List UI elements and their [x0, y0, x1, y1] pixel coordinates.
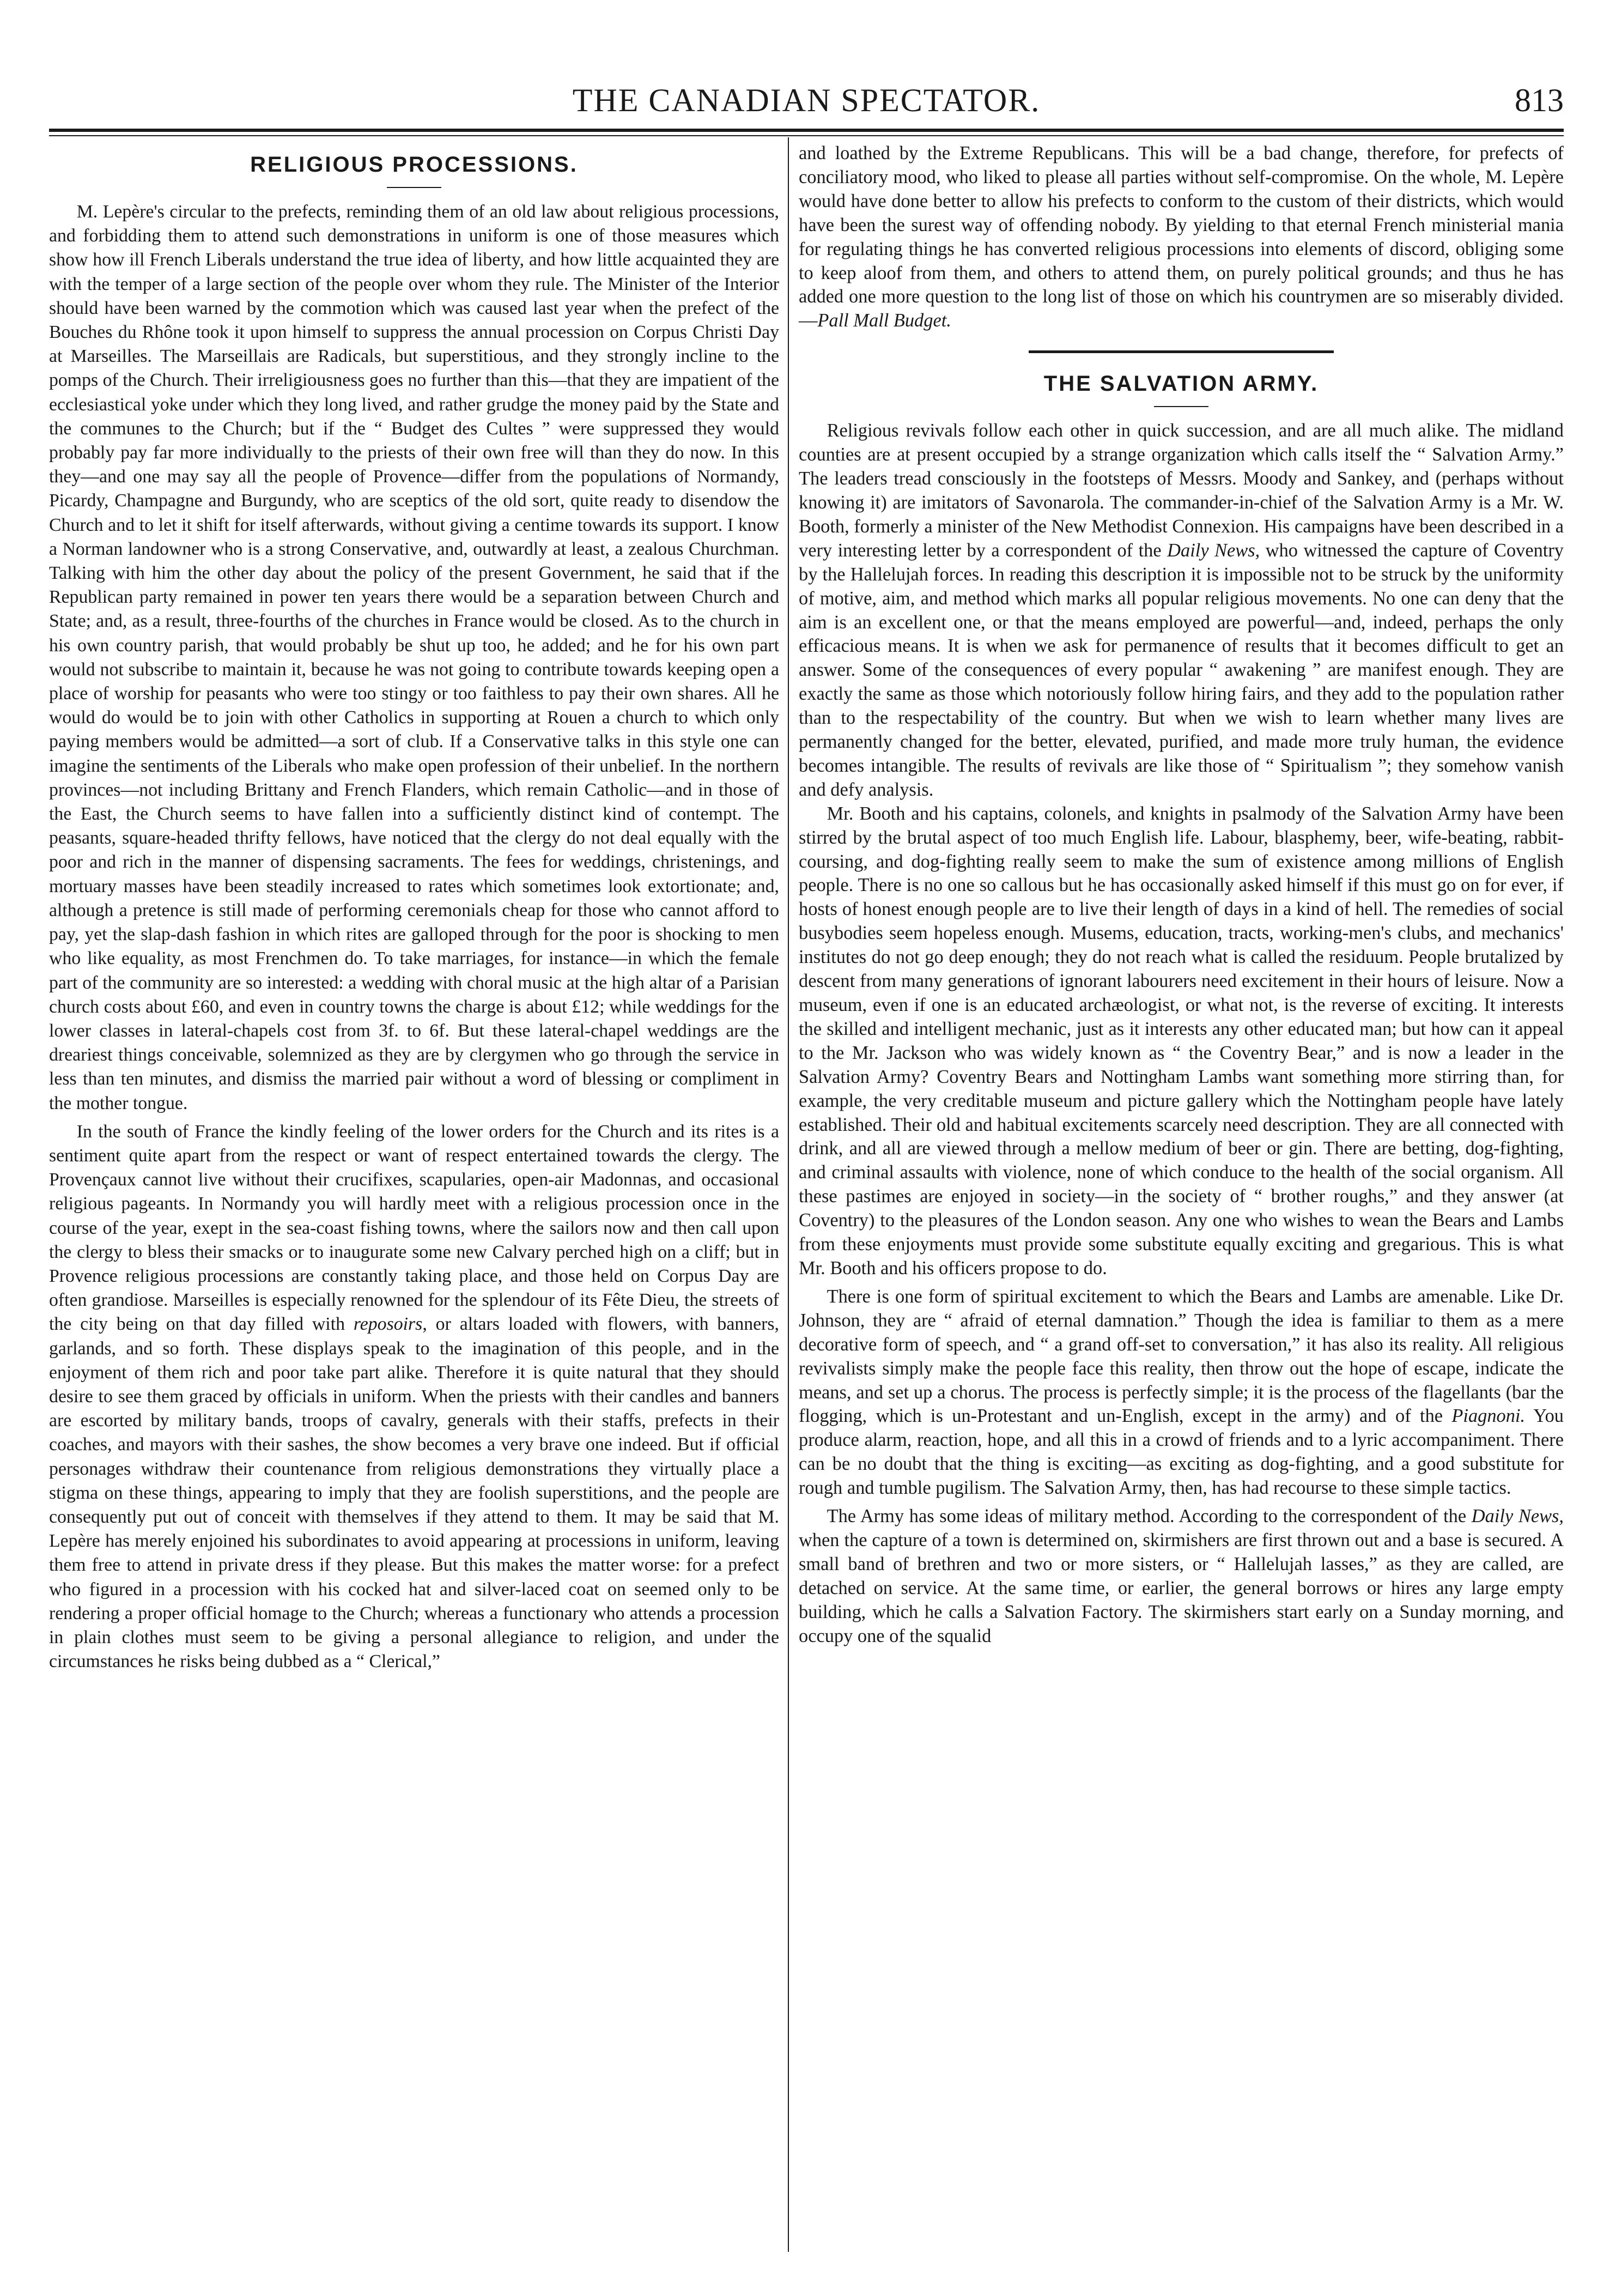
article-paragraph: Religious revivals follow each other in quick succession, and are all much alike. The midland counties are at present occupied by a strange organization which calls itself the “ Salvation Army.” The leaders tread consciously in the footsteps of Messrs. Moody and Sankey, and (perhaps without knowing it) are imitators of Savonarola. The commander-in-chief of the Salvation Army is a Mr. W. Booth, formerly a minister of the New Methodist Connexion. His campaigns have been described in a very interesting letter by a correspondent of the Daily News, who witnessed the capture of Coventry by the Hallelujah forces. In reading this description it is impossible not to be struck by the uniformity of motive, aim, and method which marks all popular religious movements. No one can deny that the aim is an excellent one, or that the means employed are powerful—and, indeed, perhaps the only efficacious means. It is when we ask for permanence of results that it becomes difficult to get an answer. Some of the consequences of every popular “ awakening ” are manifest enough. They are exactly the same as those which notoriously follow hiring fairs, and they add to the population rather than to the respectability of the country. But when we wish to learn whether many lives are permanently changed for the better, elevated, purified, and made more truly human, the evidence becomes intangible. The results of revivals are like those of “ Spiritualism ”; they somehow vanish and defy analysis.	[799, 420, 1564, 800]
italic-term: Piagnoni.	[1451, 1406, 1526, 1427]
right-column	[799, 142, 1564, 1648]
italic-title: Daily News,	[1471, 1506, 1564, 1527]
source-attribution: Pall Mall Budget.	[817, 310, 951, 331]
heading-rule	[1154, 406, 1208, 407]
section-divider-rule	[1029, 350, 1334, 353]
masthead	[49, 82, 1564, 125]
article-heading-religious-processions: RELIGIOUS PROCESSIONS.	[250, 153, 578, 177]
page-number: 813	[1515, 82, 1564, 118]
article-paragraph: There is one form of spiritual excitement to which the Bears and Lambs are amenable. Like Dr. Johnson, they are “ afraid of eternal damnation.” Though the idea is familiar to them as a mere decorative form of speech, and “ a grand off-set to conversation,” it has also its reality. All religious revivalists simply make the people face this reality, then throw out the hope of escape, indicate the means, and set up a chorus. The process is perfectly simple; it is the process of the flagellants (bar the flogging, which is un-Protestant and un-English, except in the army) and of the Piagnoni. You produce alarm, reaction, hope, and all this in a crowd of friends and to a lyric accompaniment. There can be no doubt that the thing is exciting—as exciting as dog-fighting, and a good substitute for rough and tumble pugilism. The Salvation Army, then, has had recourse to these simple tactics.	[799, 1286, 1564, 1499]
article-heading-salvation-army: THE SALVATION ARMY.	[1043, 372, 1319, 396]
italic-title: Daily News,	[1167, 540, 1260, 561]
heading-rule	[387, 187, 441, 188]
header-rule-thin	[49, 135, 1564, 136]
article-paragraph-continued: and loathed by the Extreme Republicans. This will be a bad change, therefore, for prefects of conciliatory mood, who liked to please all parties without self-compromise. On the whole, M. Lepère would have done better to allow his prefects to conform to the custom of their districts, which would have been the surest way of offending nobody. By yielding to that eternal French ministerial mania for regulating things he has converted religious processions into elements of discord, obliging some to keep aloof from them, and others to attend them, on purely political grounds; and thus he has added one more question to the long list of those on which his countrymen are so miserably divided.—Pall Mall Budget.	[799, 143, 1564, 331]
article-paragraph: Mr. Booth and his captains, colonels, and knights in psalmody of the Salvation Army have been stirred by the brutal aspect of too much English life. Labour, blasphemy, beer, wife-beating, rabbit-coursing, and dog-fighting really seem to make the sum of existence among millions of English people. There is no one so callous but he has occasionally asked himself if this must go on for ever, if hosts of honest enough people are to live their length of days in a kind of hell. The remedies of social busybodies seem hopeless enough. Musems, education, tracts, working-men's clubs, and mechanics' institutes do not go deep enough; they do not reach what is called the residuum. People brutalized by descent from many generations of ignorant labourers need excitement in their hours of leisure. Now a museum, even if one is an educated archæologist, or what not, is the reverse of exciting. It interests the skilled and intelligent mechanic, just as it interests any other educated man; but how can it appeal to the Mr. Jackson who was widely known as “ the Coventry Bear,” and is now a leader in the Salvation Army? Coventry Bears and Nottingham Lambs want something more stirring than, for example, the very creditable museum and picture gallery which the Nottingham people have lately established. Their old and habitual excitements scarcely need description. They are all connected with drink, and all are viewed through a mellow medium of beer or gin. There are betting, dog-fighting, and criminal assaults with violence, none of which conduce to the health of the social organism. All these pastimes are enjoyed in society—in the society of “ brother roughs,” and they answer (at Coventry) to the pleasures of the London season. Any one who wishes to wean the Bears and Lambs from these enjoyments must provide some substitute equally exciting and gregarious. This is what Mr. Booth and his officers propose to do.	[799, 803, 1564, 1279]
left-column	[49, 142, 779, 1674]
article-paragraph: M. Lepère's circular to the prefects, reminding them of an old law about religious processions, and forbidding them to attend such demonstrations in uniform is one of those measures which show how ill French Liberals understand the true idea of liberty, and how little acquainted they are with the temper of a large section of the people over whom they rule. The Minister of the Interior should have been warned by the commotion which was caused last year when the prefect of the Bouches du Rhône took it upon himself to suppress the annual procession on Corpus Christi Day at Marseilles. The Marseillais are Radicals, but superstitious, and they strongly incline to the pomps of the Church. Their irreligiousness goes no further than this—that they are impatient of the ecclesiastical yoke under which they long lived, and rather grudge the money paid by the State and the communes to the Church; but if the “ Budget des Cultes ” were suppressed they would probably pay far more individually to the priests of their own free will than they do now. In this they—and one may say all the people of Provence—differ from the populations of Normandy, Picardy, Champagne and Burgundy, who are sceptics of the old sort, quite ready to disendow the Church and to let it shift for itself afterwards, without giving a centime towards its support. I know a Norman landowner who is a strong Conservative, and, outwardly at least, a zealous Churchman. Talking with him the other day about the policy of the present Government, he said that if the Republican party remained in power ten years there would be a separation between Church and State; and, as a result, three-fourths of the churches in France would be closed. As to the church in his own country parish, that would probably be shut up too, he added; and he for his own part would not subscribe to maintain it, because he was not going to contribute towards keeping open a place of worship for peasants who were too stingy or too faithless to pay their own shares. All he would do would be to join with other Catholics in supporting at Rouen a church to which only paying members would be admitted—a sort of club. If a Conservative talks in this style one can imagine the sentiments of the Liberals who make open profession of their unbelief. In the northern provinces—not including Brittany and French Flanders, which remain Catholic—and in those of the East, the Church seems to have fallen into a sufficiently distinct kind of contempt. The peasants, square-headed thrifty fellows, have noticed that the clergy do not deal equally with the poor and rich in the manner of dispensing sacraments. The fees for weddings, christenings, and mortuary masses have been steadily increased to rates which sometimes look extortionate; and, although a pretence is still made of performing ceremonials cheap for those who cannot afford to pay, yet the slap-dash fashion in which rites are galloped through for the poor is shocking to men who like equality, as most Frenchmen do. To take marriages, for instance—in which the female part of the community are so interested: a wedding with choral music at the high altar of a Parisian church costs about £60, and even in country towns the charge is about £12; while weddings for the lower classes in lateral-chapels cost from 3f. to 6f. But these lateral-chapel weddings are the dreariest things conceivable, solemnized as they are by clergymen who go through the service in less than ten minutes, and dismiss the married pair without a word of blessing or compliment in the mother tongue.	[49, 202, 779, 1113]
article-paragraph: The Army has some ideas of military method. According to the correspondent of the Daily News, when the capture of a town is determined on, skirmishers are first thrown out and a base is secured. A small band of brethren and two or more sisters, or “ Hallelujah lasses,” as they are called, are detached on service. At the same time, or earlier, the general borrows or hires any large empty building, which he calls a Salvation Factory. The skirmishers start early on a Sunday morning, and occupy one of the squalid	[799, 1506, 1564, 1646]
article-paragraph: In the south of France the kindly feeling of the lower orders for the Church and its rites is a sentiment quite apart from the respect or want of respect entertained towards the clergy. The Provençaux cannot live without their crucifixes, scapularies, open-air Madonnas, and occasional religious pageants. In Normandy you will hardly meet with a religious procession once in the course of the year, exept in the sea-coast fishing towns, where the sailors now and then call upon the clergy to bless their smacks or to inaugurate some new Calvary perched high on a cliff; but in Provence religious processions are constantly taking place, and those held on Corpus Day are often grandiose. Marseilles is especially renowned for the splendour of its Fête Dieu, the streets of the city being on that day filled with reposoirs, or altars loaded with flowers, with banners, garlands, and so forth. These displays speak to the imagination of this people, and in the enjoyment of them rich and poor take part alike. Therefore it is quite natural that they should desire to see them graced by officials in uniform. When the priests with their candles and banners are escorted by military bands, troops of cavalry, generals with their staffs, prefects in their coaches, and mayors with their sashes, the show becomes a very brave one indeed. But if official personages withdraw their countenance from religious demonstrations they virtually place a stigma on these things, appearing to imply that they are foolish superstitions, and the people are consequently put out of conceit with themselves if they attend to them. It may be said that M. Lepère has merely enjoined his subordinates to avoid appearing at processions in uniform, leaving them free to attend in private dress if they please. But this makes the matter worse: for a prefect who figured in a procession with his cocked hat and silver-laced coat on seemed only to be rendering a proper official homage to the Church; whereas a functionary who attends a procession in plain clothes must seem to be giving a personal allegiance to religion, and under the circumstances he risks being dubbed as a “ Clerical,”	[49, 1121, 779, 1672]
header-rule-thick	[49, 129, 1564, 132]
publication-title: THE CANADIAN SPECTATOR.	[572, 82, 1041, 118]
column-divider	[788, 137, 789, 2252]
italic-term: reposoirs	[353, 1314, 423, 1335]
